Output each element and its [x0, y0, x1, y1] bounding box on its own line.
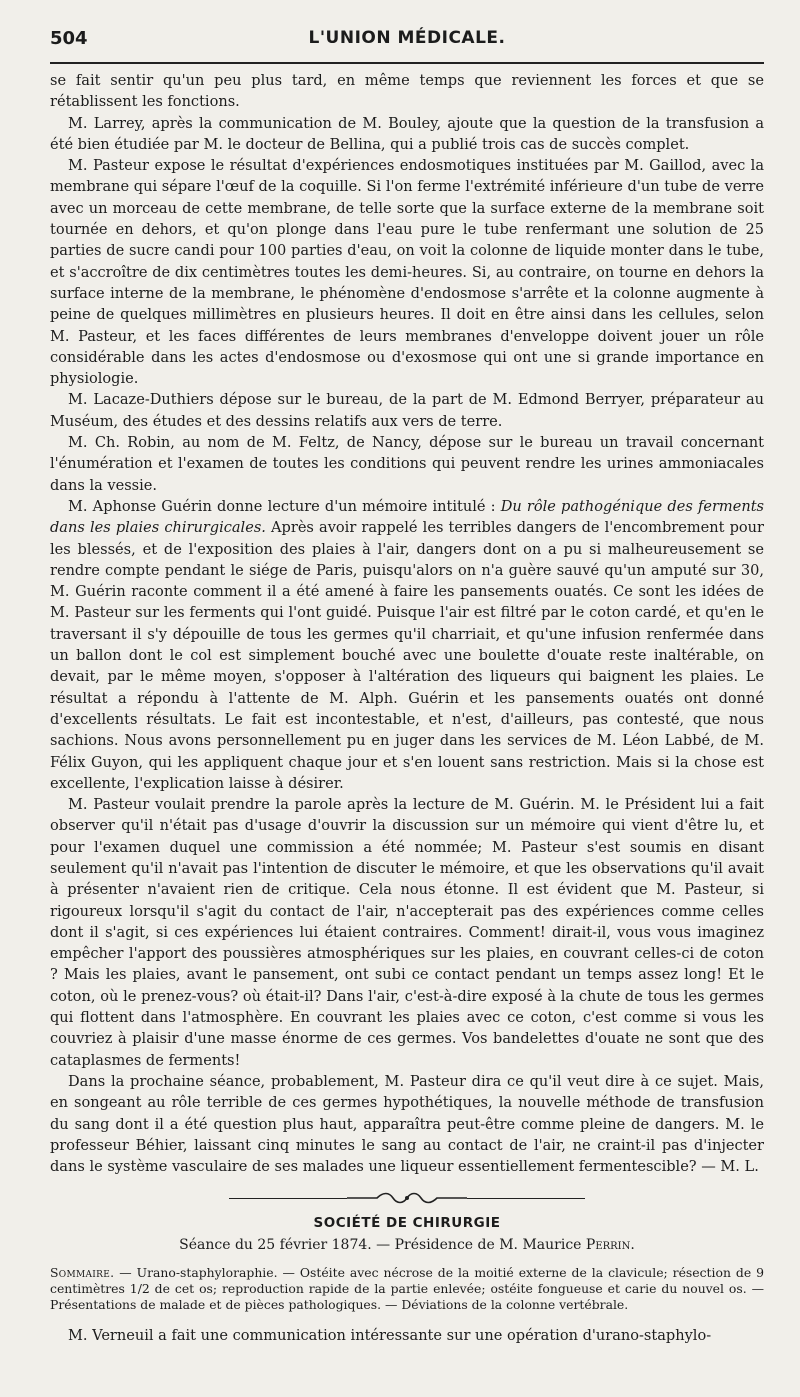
summary-text: — Urano-staphyloraphie. — Ostéite avec nécrose de la moitié externe de la clavicule; résection de 9 centimètres 1/2 de cet os; reproduction rapide de la partie enlevée; ostéite fongueuse et carie du nouvel os. — Présentations de malade et de pièces pathologiques. — Déviations de la colonne vertébrale.	[50, 1265, 764, 1313]
article-body	[50, 70, 764, 1177]
paragraph-conclusion: Dans la prochaine séance, probablement, M. Pasteur dira ce qu'il veut dire à ce sujet. Mais, en songeant au rôle terrible de ces germes hypothétiques, la nouvelle méthode de transfusion du sang dont il a été question plus haut, apparaîtra peut-être comme pleine de dangers. M. le professeur Béhier, laissant cinq minutes le sang au contact de l'air, ne craint-il pas d'injecter dans le système vasculaire de ses malades une liqueur essentiellement fermentescible? — M. L.	[50, 1072, 764, 1176]
paragraph-lacaze-duthiers: M. Lacaze-Duthiers dépose sur le bureau, de la part de M. Edmond Berryer, préparateur au Muséum, des études et des dessins relatifs aux vers de terre.	[50, 391, 764, 430]
guerin-intro: M. Aphonse Guérin donne lecture d'un mémoire intitulé :	[68, 497, 501, 515]
running-head	[50, 22, 764, 58]
paragraph-guerin	[50, 496, 764, 794]
session-end: .	[630, 1237, 635, 1254]
session-line	[50, 1235, 764, 1255]
guerin-body: Après avoir rappelé les terribles dangers de l'encombrement pour les blessés, et de l'exposition des plaies à l'air, dangers dont on a pu si malheureusement se rendre compte pendant le siége de Paris, puisqu'alors on n'a guère sauvé qu'un amputé sur 30, M. Guérin raconte comment il a été amené à faire les pansements ouatés. Ce sont les idées de M. Pasteur sur les ferments qui l'ont guidé. Puisque l'air est filtré par le coton cardé, et qu'en le traversant il s'y dépouille de tous les germes qu'il charriait, et qu'une infusion renfermée dans un ballon dont le col est simplement bouché avec une boulette d'ouate reste inaltérable, on devait, par le même moyen, s'opposer à l'altération des liqueurs qui baignent les plaies. Le résultat a répondu à l'attente de M. Alph. Guérin et les pansements ouatés ont donné d'excellents résultats. Le fait est incontestable, et n'est, d'ailleurs, pas contesté, que nous sachions. Nous avons personnellement pu en juger dans les services de M. Léon Labbé, de M. Félix Guyon, qui les appliquent chaque jour et s'en louent sans restriction. Mais si la chose est excellente, l'explication laisse à désirer.	[50, 519, 764, 792]
summary-label: Sommaire.	[50, 1265, 115, 1281]
session-date-text: Séance du 25 février 1874. — Présidence de M. Maurice	[179, 1237, 586, 1254]
journal-title: L'UNION MÉDICALE.	[308, 28, 506, 48]
paragraph-verneuil: M. Verneuil a fait une communication intéressante sur une opération d'urano-staphylo-	[68, 1327, 712, 1345]
flourish-ornament-icon	[347, 1191, 467, 1205]
memoir-title: Du rôle pathogénique des ferments dans les plaies chirurgicales.	[50, 497, 765, 537]
section-title: SOCIÉTÉ DE CHIRURGIE	[313, 1215, 501, 1232]
page-number: 504	[50, 28, 88, 49]
paragraph-robin: M. Ch. Robin, au nom de M. Feltz, de Nancy, dépose sur le bureau un travail concernant l'énumération et l'examen de toutes les conditions qui peuvent rendre les urines ammoniacales dans la vessie.	[50, 434, 764, 494]
paragraph-continuation: se fait sentir qu'un peu plus tard, en même temps que reviennent les forces et que se rétablissent les fonctions.	[50, 72, 764, 111]
header-rule	[50, 62, 764, 64]
divider-line-right	[467, 1198, 585, 1199]
paragraph-pasteur-endosmosis: M. Pasteur expose le résultat d'expériences endosmotiques instituées par M. Gaillod, avec la membrane qui sépare l'œuf de la coquille. Si l'on ferme l'extrémité inférieure d'un tube de verre avec un morceau de cette membrane, de telle sorte que la surface externe de la membrane soit tournée en dehors, et qu'on plonge dans l'eau pure le tube renfermant une solution de 25 parties de sucre candi pour 100 parties d'eau, on voit la colonne de liquide monter dans le tube, et s'accroître de dix centimètres toutes les demi-heures. Si, au contraire, on tourne en dehors la surface interne de la membrane, le phénomène d'endosmose s'arrête et la colonne augmente à peine de quelques millimètres en plusieurs heures. Il doit en être ainsi dans les cellules, selon M. Pasteur, et les faces différentes de leurs membranes d'enveloppe doivent jouer un rôle considérable dans les actes d'endosmose ou d'exosmose qui ont une si grande importance en physiologie.	[50, 157, 764, 388]
paragraph-larrey: M. Larrey, après la communication de M. Bouley, ajoute que la question de la transfusion a été bien étudiée par M. le docteur de Bellina, qui a publié trois cas de succès complet.	[50, 114, 764, 153]
divider-line-left	[229, 1198, 347, 1199]
summary	[50, 1265, 764, 1313]
ornamental-divider	[50, 1191, 764, 1205]
president-name: Perrin	[585, 1237, 631, 1254]
paragraph-pasteur-response: M. Pasteur voulait prendre la parole après la lecture de M. Guérin. M. le Président lui a fait observer qu'il n'était pas d'usage d'ouvrir la discussion sur un mémoire qui vient d'être lu, et pour l'examen duquel une commission a été nommée; M. Pasteur s'est soumis en disant seulement qu'il n'avait pas l'intention de discuter le mémoire, et que les observations qu'il avait à présenter n'avaient rien de critique. Cela nous étonne. Il est évident que M. Pasteur, si rigoureux lorsqu'il s'agit du contact de l'air, n'accepterait pas des expériences comme celles dont il s'agit, si ces expériences lui étaient contraires. Comment! dirait-il, vous vous imaginez empêcher l'apport des poussières atmosphériques sur les plaies, en couvrant celles-ci de coton ? Mais les plaies, avant le pansement, ont subi ce contact pendant un temps assez long! Et le coton, où le prenez-vous? où était-il? Dans l'air, c'est-à-dire exposé à la chute de tous les germes qui flottent dans l'atmosphère. En couvrant les plaies avec ce coton, c'est comme si vous les couvriez à plaisir d'une masse énorme de ces germes. Vos bandelettes d'ouate ne sont que des cataplasmes de ferments!	[50, 796, 764, 1069]
